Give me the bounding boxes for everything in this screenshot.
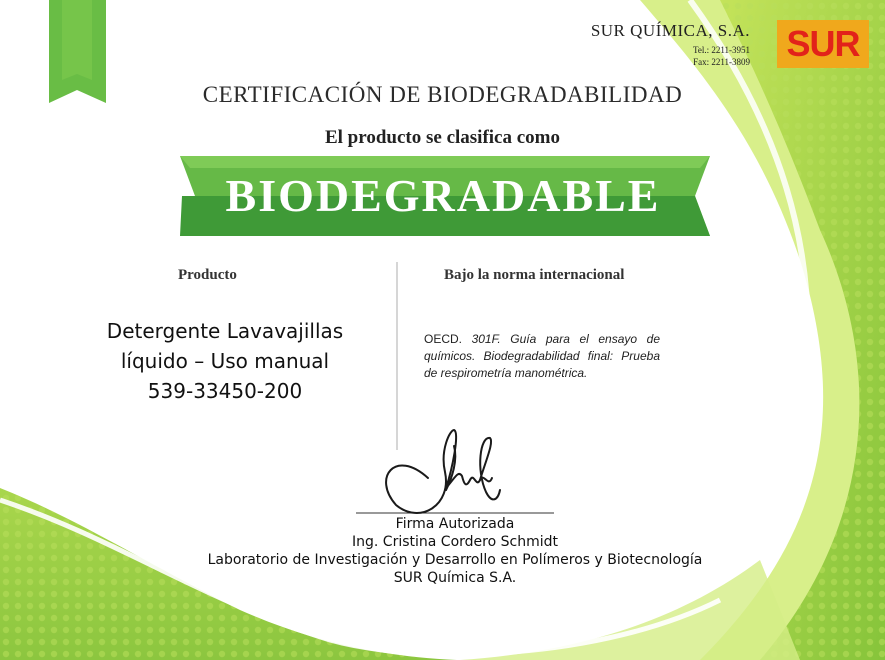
product-line: líquido – Uso manual — [120, 349, 330, 373]
signer-name: Ing. Cristina Cordero Schmidt — [352, 534, 558, 550]
norm-text: 301F. Guía para el ensayo de químicos. Biodegradabilidad final: Prueba de respirometría manométrica. — [424, 332, 660, 380]
norm-heading: Bajo la norma internacional — [444, 267, 625, 283]
classification-label: El producto se clasifica como — [324, 127, 560, 148]
company-fax: Fax: 2211-3809 — [693, 57, 750, 67]
signature-title: Firma Autorizada — [395, 516, 515, 532]
company-phone: Tel.: 2211-3951 — [692, 45, 750, 55]
logo-text: SUR — [786, 23, 860, 64]
certificate-title: CERTIFICACIÓN DE BIODEGRADABILIDAD — [202, 82, 683, 107]
company-name: SUR QUÍMICA, S.A. — [590, 21, 750, 40]
product-line: Detergente Lavavajillas — [106, 319, 344, 343]
norm-description — [424, 331, 660, 382]
product-code: 539-33450-200 — [147, 379, 303, 403]
handwritten-signature — [386, 430, 500, 513]
product-details — [70, 316, 380, 406]
classification-banner-text: BIODEGRADABLE — [225, 170, 661, 221]
norm-prefix: OECD. — [424, 332, 472, 346]
product-heading: Producto — [178, 267, 237, 283]
company-logo — [777, 20, 869, 68]
signer-company: SUR Química S.A. — [393, 570, 517, 586]
signature-block — [180, 515, 730, 587]
signer-department: Laboratorio de Investigación y Desarrollo en Polímeros y Biotecnología — [207, 552, 703, 568]
